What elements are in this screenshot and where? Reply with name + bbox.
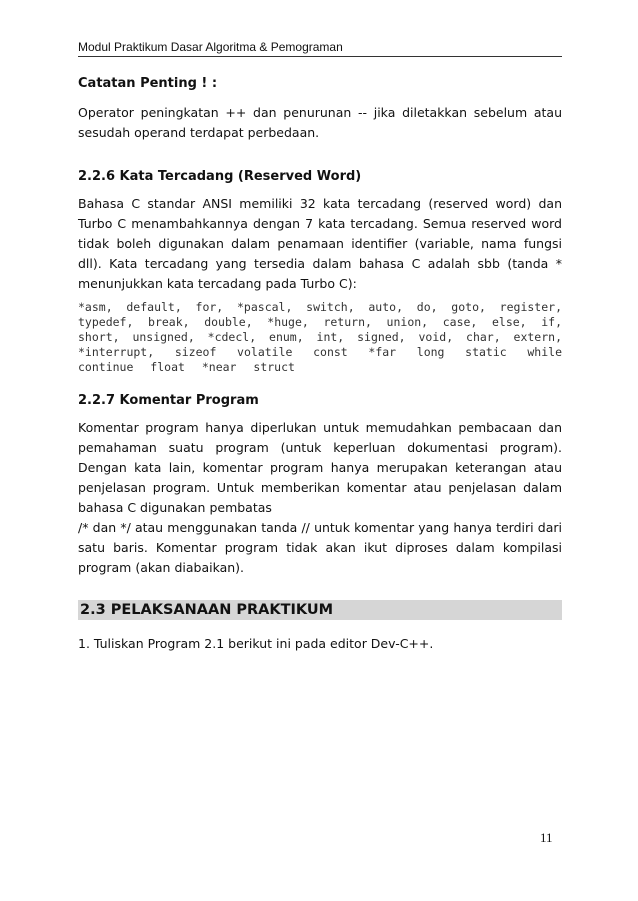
comment-text-2: /* dan */ atau menggunakan tanda // untuk komentar yang hanya terdiri dari satu baris. Komentar program tidak akan ikut diproses dalam kompilasi program (akan diabaikan).	[78, 520, 562, 575]
section-heading: 2.3 PELAKSANAAN PRAKTIKUM	[80, 602, 334, 618]
comment-heading: 2.2.7 Komentar Program	[78, 393, 259, 408]
header-rule	[78, 56, 562, 57]
code-line: *asm, default, for, *pascal, switch, auto, do, goto, register,	[78, 300, 562, 314]
running-header: Modul Praktikum Dasar Algoritma & Pemograman	[78, 40, 343, 54]
code-line: short, unsigned, *cdecl, enum, int, signed, void, char, extern,	[78, 330, 562, 344]
reserved-word-code-block	[78, 300, 562, 375]
reserved-word-heading: 2.2.6 Kata Tercadang (Reserved Word)	[78, 169, 362, 184]
code-line: *interrupt, sizeof volatile const *far long static while	[78, 345, 562, 359]
note-text: Operator peningkatan ++ dan penurunan -- jika diletakkan sebelum atau sesudah operand terdapat perbedaan.	[78, 105, 562, 140]
page-content	[78, 76, 562, 654]
code-line: continue float *near struct	[78, 360, 295, 374]
note-title: Catatan Penting ! :	[78, 76, 218, 91]
steps-list	[78, 634, 562, 654]
page-number: 11	[540, 830, 553, 845]
list-item: 1. Tuliskan Program 2.1 berikut ini pada editor Dev-C++.	[78, 636, 434, 651]
code-line: typedef, break, double, *huge, return, union, case, else, if,	[78, 315, 562, 329]
reserved-word-text: Bahasa C standar ANSI memiliki 32 kata tercadang (reserved word) dan Turbo C menambahkannya dengan 7 kata tercadang. Semua reserved word tidak boleh digunakan dalam penamaan identifier (variable, nama fungsi dll). Kata tercadang yang tersedia dalam bahasa C adalah sbb (tanda * menunjukkan kata tercadang pada Turbo C):	[78, 196, 562, 291]
section-heading-bar	[78, 600, 562, 620]
comment-text-1: Komentar program hanya diperlukan untuk memudahkan pembacaan dan pemahaman suatu program (untuk keperluan dokumentasi program). Dengan kata lain, komentar program hanya merupakan keterangan atau penjelasan program. Untuk memberikan komentar atau penjelasan dalam bahasa C digunakan pembatas	[78, 420, 562, 515]
